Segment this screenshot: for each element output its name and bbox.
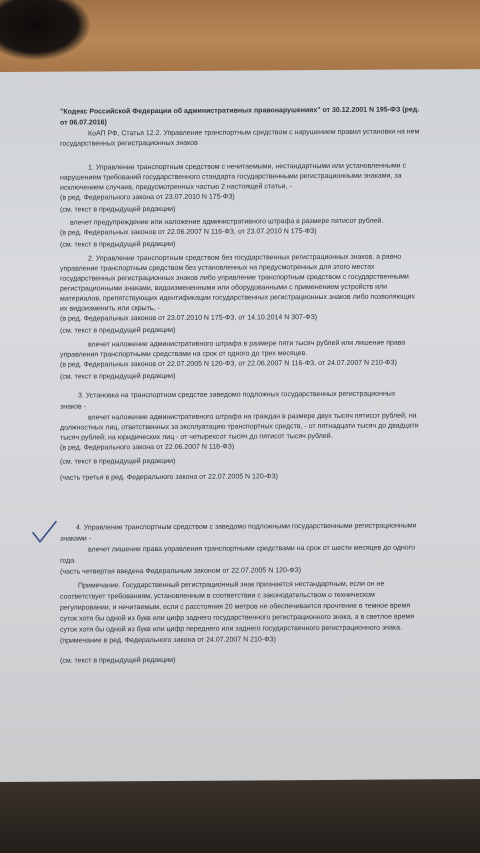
part1-penalty-amendment: (в ред. Федеральных законов от 22.06.2007 N 116-ФЗ, от 23.07.2010 N 175-ФЗ) [60, 228, 317, 237]
part3-penalty-line-1: влечет наложение административного штрафа на граждан в размере двух тысяч пятисот рублей; на [88, 412, 417, 422]
part3-penalty-line-3: тысяч рублей; на юридических лиц - от четырехсот тысяч до пятисот тысяч рублей. [60, 432, 333, 442]
part4-note: (часть четвертая введена Федеральным законом от 22.07.2005 N 120-ФЗ) [60, 567, 302, 576]
part2-line-6: их видоизменить или скрыть, - [60, 305, 160, 313]
article-title-line-2: государственных регистрационных знаков [60, 139, 198, 148]
handwritten-checkmark-icon [30, 520, 58, 546]
part2-line-4: регистрационными знаками, видоизмененными или оборудованными с применением устройств или [60, 283, 387, 293]
part1-amendment: (в ред. Федерального закона от 23.07.2010 N 175-ФЗ) [60, 193, 235, 202]
part2-penalty-line-1: влечет наложение административного штрафа в размере пяти тысяч рублей или лишение права [88, 339, 406, 349]
document-title-line-1: "Кодекс Российской Федерации об административных правонарушениях" от 30.12.2001 N 195-ФЗ (ред. [60, 106, 420, 116]
note-line-4: суток хотя бы одной из букв или цифр заднего государственного регистрационного знака, а в светлое время [60, 613, 415, 623]
part1-penalty-line-1: влечет предупреждение или наложение административного штрафа в размере пятисот рублей. [70, 217, 384, 227]
part1-line-3: исключением случаев, предусмотренных частью 2 настоящей статьи, - [60, 183, 292, 192]
part2-penalty-line-2: управления транспортными средствами на срок от одного до трех месяцев. [60, 350, 308, 359]
part3-line-2: знаков - [60, 403, 86, 411]
note-line-5: суток хотя бы одной из букв или цифр переднего или заднего государственного регистрационного знака. [60, 624, 402, 634]
part3-penalty-line-2: должностных лиц, ответственных за эксплуатацию транспортных средств, - от пятнадцати тысяч до двадцати [60, 422, 419, 432]
note-line-3: регулировании, и нечитаемым, если с расстояния 20 метров не обеспечивается прочтение в темное время [60, 602, 411, 612]
dark-floor-background [0, 780, 480, 853]
part2-line-2: управление транспортным средством без установленных на предусмотренных для этого местах [60, 263, 375, 273]
note-line-1: Примечание. Государственный регистрационный знак признается нестандартным, если он не [78, 580, 385, 590]
part3-amendment: (в ред. Федерального закона от 22.06.2007 N 116-ФЗ) [60, 443, 235, 452]
part2-line-3: государственных регистрационных знаков либо управление транспортным средством с государственными [60, 273, 409, 283]
previous-edition-link-6: (см. текст в предыдущей редакции) [60, 656, 176, 665]
previous-edition-link-4: (см. текст в предыдущей редакции) [60, 372, 176, 381]
part4-penalty-line-1: влечет лишение права управления транспортными средствами на срок от шести месяцев до одного [88, 544, 415, 554]
previous-edition-link-3: (см. текст в предыдущей редакции) [60, 326, 176, 335]
part3-note: (часть третья в ред. Федерального закона от 22.07.2005 N 120-ФЗ) [60, 473, 278, 482]
part1-line-2: нарушением требований государственного стандарта государственными регистрационными знаками, за [60, 172, 402, 182]
article-title-line-1: КоАП РФ, Статья 12.2. Управление транспортным средством с нарушением правил установки на нем [88, 128, 420, 138]
previous-edition-link-5: (см. текст в предыдущей редакции) [60, 457, 176, 466]
part4-line-1: 4. Управление транспортным средством с заведомо подложными государственными регистрационными [76, 522, 417, 532]
part2-line-1: 2. Управление транспортным средством без государственных регистрационных знаков, а равно [88, 253, 402, 263]
document-title-line-2: от 06.07.2016) [60, 119, 107, 127]
part2-line-5: материалов, препятствующих идентификации государственных регистрационных знаков либо позволяющих [60, 293, 415, 303]
part4-line-2: знаками - [60, 535, 92, 543]
previous-edition-link-1: (см. текст в предыдущей редакции) [60, 205, 176, 214]
note-line-2: соответствует требованиям, установленным в соответствии с законодательством о техническом [60, 591, 375, 601]
note-amendment: (примечание в ред. Федерального закона от 24.07.2007 N 210-ФЗ) [60, 636, 276, 645]
previous-edition-link-2: (см. текст в предыдущей редакции) [60, 240, 176, 249]
part4-penalty-line-2: года. [60, 557, 77, 565]
part3-line-1: 3. Установка на транспортном средстве заведомо подложных государственных регистрационных [78, 390, 396, 400]
part1-line-1: 1. Управление транспортным средством с нечитаемыми, нестандартными или установленными с [88, 162, 407, 172]
part2-penalty-amendment: (в ред. Федеральных законов от 22.07.2005 N 120-ФЗ, от 22.06.2007 N 116-ФЗ, от 24.07.2007 N 210-ФЗ) [60, 359, 397, 369]
printed-document-page [0, 69, 480, 782]
part2-amendment: (в ред. Федеральных законов от 23.07.2010 N 175-ФЗ, от 14.10.2014 N 307-ФЗ) [60, 314, 318, 323]
